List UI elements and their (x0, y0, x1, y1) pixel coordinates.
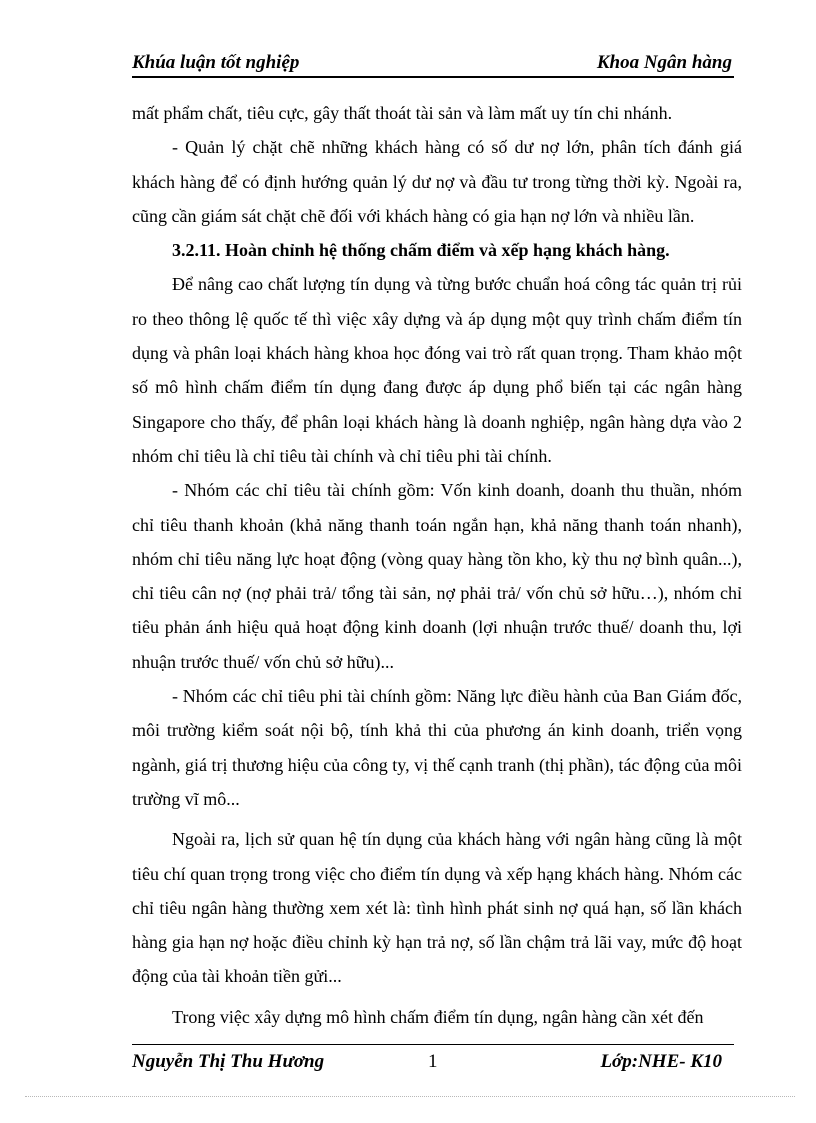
footer-class: Lớp:NHE- K10 (600, 1051, 722, 1072)
paragraph-financial-indicators: - Nhóm các chỉ tiêu tài chính gồm: Vốn kinh doanh, doanh thu thuần, nhóm chỉ tiêu thanh khoản (khả năng thanh toán ngắn hạn, khả năng thanh toán nhanh), nhóm chỉ tiêu năng lực hoạt động (vòng quay hàng tồn kho, kỳ thu nợ bình quân...), chỉ tiêu cân nợ (nợ phải trả/ tổng tài sản, nợ phải trả/ vốn chủ sở hữu…), nhóm chỉ tiêu phản ánh hiệu quả hoạt động kinh doanh (lợi nhuận trước thuế/ doanh thu, lợi nhuận trước thuế/ vốn chủ sở hữu)... (132, 480, 742, 672)
paragraph-model-building: Trong việc xây dựng mô hình chấm điểm tín dụng, ngân hàng cần xét đến (172, 1006, 704, 1027)
header-thesis-title: Khúa luận tốt nghiệp (132, 52, 300, 73)
paragraph-non-financial-indicators: - Nhóm các chỉ tiêu phi tài chính gồm: Năng lực điều hành của Ban Giám đốc, môi trường kiểm soát nội bộ, tính khả thi của phương án kinh doanh, triển vọng ngành, giá trị thương hiệu của công ty, vị thế cạnh tranh (thị phần), tác động của môi trường vĩ mô... (132, 686, 742, 809)
footer-author: Nguyễn Thị Thu Hương (132, 1051, 325, 1072)
body-text (132, 96, 742, 1034)
page-footer (132, 1044, 734, 1075)
paragraph-credit-history: Ngoài ra, lịch sử quan hệ tín dụng của khách hàng với ngân hàng cũng là một tiêu chí quan trọng trong việc cho điểm tín dụng và xếp hạng khách hàng. Nhóm các chỉ tiêu ngân hàng thường xem xét là: tình hình phát sinh nợ quá hạn, số lần khách hàng gia hạn nợ hoặc điều chỉnh kỳ hạn trả nợ, số lần chậm trả lãi vay, mức độ hoạt động của tài khoản tiền gửi... (132, 829, 742, 987)
header-faculty: Khoa Ngân hàng (596, 52, 732, 73)
paragraph-customer-management: - Quản lý chặt chẽ những khách hàng có số dư nợ lớn, phân tích đánh giá khách hàng để có định hướng quản lý dư nợ và đầu tư trong từng thời kỳ. Ngoài ra, cũng cần giám sát chặt chẽ đối với khách hàng có gia hạn nợ lớn và nhiều lần. (132, 137, 742, 226)
paragraph-continuation: mất phẩm chất, tiêu cực, gây thất thoát tài sản và làm mất uy tín chi nhánh. (132, 103, 673, 123)
page-edge-divider (25, 1096, 795, 1097)
page-header (132, 50, 734, 78)
page-number: 1 (428, 1051, 438, 1072)
section-heading: 3.2.11. Hoàn chỉnh hệ thống chấm điểm và xếp hạng khách hàng. (172, 240, 670, 261)
paragraph-credit-scoring-intro: Để nâng cao chất lượng tín dụng và từng bước chuẩn hoá công tác quản trị rủi ro theo thông lệ quốc tế thì việc xây dựng và áp dụng một quy trình chấm điểm tín dụng và phân loại khách hàng khoa học đóng vai trò rất quan trọng. Tham khảo một số mô hình chấm điểm tín dụng đang được áp dụng phổ biến tại các ngân hàng Singapore cho thấy, để phân loại khách hàng là doanh nghiệp, ngân hàng dựa vào 2 nhóm chỉ tiêu là chỉ tiêu tài chính và chỉ tiêu phi tài chính. (132, 274, 742, 466)
